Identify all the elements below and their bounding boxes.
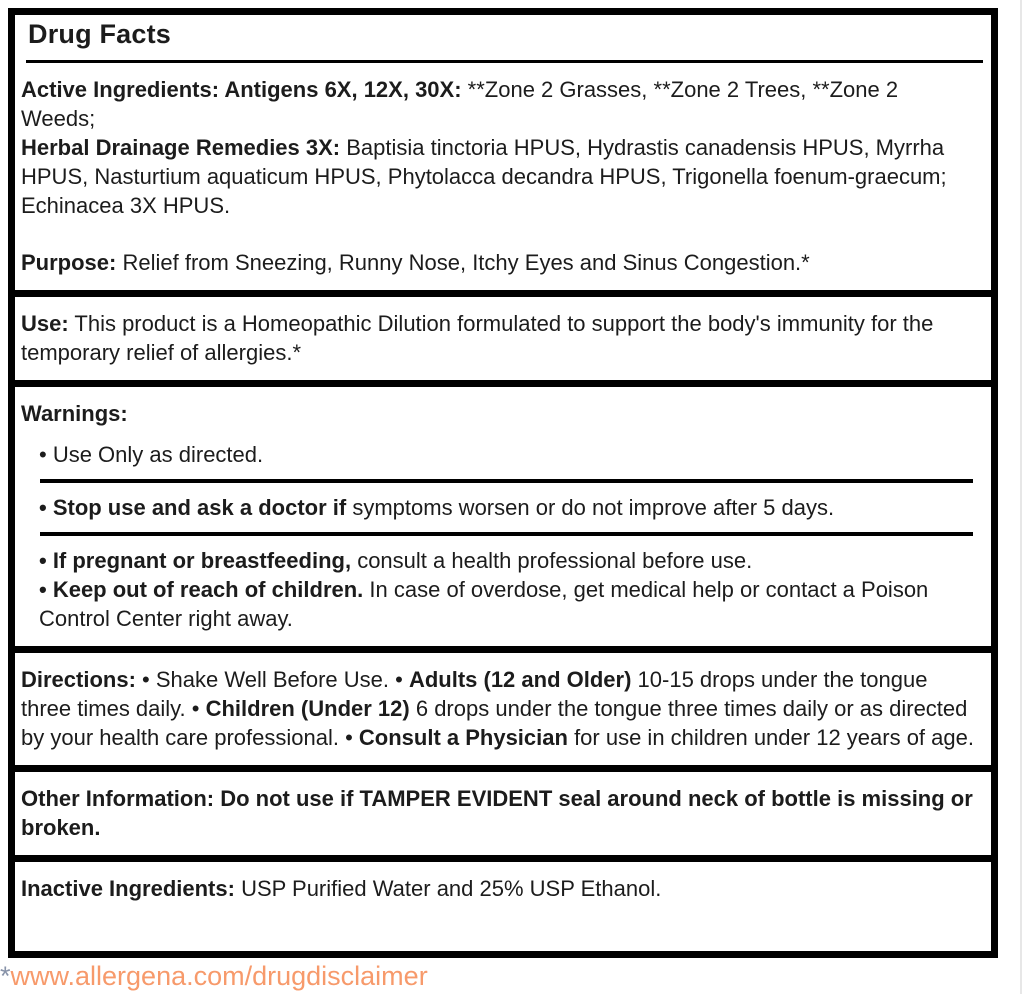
section-divider xyxy=(15,765,991,772)
pregnant-value: consult a health professional before use. xyxy=(351,548,753,573)
warning-item-keep-out-of-reach xyxy=(21,575,977,633)
warning-item-stop-use xyxy=(21,493,977,522)
keep-out-label: • Keep out of reach of children. xyxy=(39,577,364,602)
active-ingredients-value: **Zone 2 Grasses, **Zone 2 Trees, **Zone 2 Weeds; xyxy=(21,77,899,131)
directions-children-label: Children (Under 12) xyxy=(205,696,410,721)
section-use xyxy=(15,297,991,380)
directions-adults-label: Adults (12 and Older) xyxy=(408,667,632,692)
use-value: This product is a Homeopathic Dilution formulated to support the body's immunity for the temporary relief of allergies.* xyxy=(21,311,934,365)
directions-shake: • Shake Well Before Use. • xyxy=(135,667,409,692)
section-other-information xyxy=(15,772,991,855)
pregnant-label: • If pregnant or breastfeeding, xyxy=(39,548,352,573)
directions-paragraph xyxy=(21,665,977,752)
warnings-label: Warnings: xyxy=(21,401,128,426)
inactive-ingredients-label: Inactive Ingredients: xyxy=(21,876,235,901)
purpose-paragraph xyxy=(21,248,977,277)
section-divider xyxy=(15,646,991,653)
warning-item-pregnant xyxy=(21,546,977,575)
herbal-remedies-paragraph xyxy=(21,133,977,220)
warnings-divider xyxy=(40,479,973,483)
section-active-ingredients xyxy=(15,63,991,290)
page-right-edge xyxy=(1020,0,1022,994)
active-ingredients-paragraph xyxy=(21,75,977,133)
drug-facts-panel xyxy=(8,8,998,958)
drug-disclaimer-line xyxy=(0,960,428,992)
directions-children-value: 6 drops under the tongue three times daily or as directed by your health care professional. • xyxy=(21,696,968,750)
herbal-remedies-value: Baptisia tinctoria HPUS, Hydrastis canadensis HPUS, Myrrha HPUS, Nasturtium aquaticum HPUS, Phytolacca decandra HPUS, Trigonella foenum-graecum; Echinacea 3X HPUS. xyxy=(21,135,947,218)
disclaimer-url: www.allergena.com/drugdisclaimer xyxy=(10,961,428,991)
use-paragraph xyxy=(21,309,977,367)
keep-out-value: In case of overdose, get medical help or contact a Poison Control Center right away. xyxy=(39,577,929,631)
disclaimer-asterisk: * xyxy=(0,961,11,991)
purpose-value: Relief from Sneezing, Runny Nose, Itchy Eyes and Sinus Congestion.* xyxy=(116,250,810,275)
directions-adults-value: 10-15 drops under the tongue three times daily. • xyxy=(21,667,928,721)
inactive-ingredients-paragraph xyxy=(21,874,977,903)
directions-label: Directions: xyxy=(21,667,136,692)
section-divider xyxy=(15,290,991,297)
purpose-label: Purpose: xyxy=(21,250,117,275)
herbal-remedies-label: Herbal Drainage Remedies 3X: xyxy=(21,135,341,160)
use-label: Use: xyxy=(21,311,69,336)
panel-title: Drug Facts xyxy=(28,19,172,49)
section-warnings xyxy=(15,387,991,646)
stop-use-value: symptoms worsen or do not improve after 5 days. xyxy=(346,495,835,520)
inactive-ingredients-value: USP Purified Water and 25% USP Ethanol. xyxy=(234,876,662,901)
section-directions xyxy=(15,653,991,765)
active-ingredients-label: Active Ingredients: Antigens 6X, 12X, 30X: xyxy=(21,77,462,102)
directions-consult-value: for use in children under 12 years of age. xyxy=(567,725,974,750)
other-information-paragraph: Other Information: Do not use if TAMPER EVIDENT seal around neck of bottle is missing or broken. xyxy=(21,786,973,840)
section-divider xyxy=(15,380,991,387)
stop-use-label: • Stop use and ask a doctor if xyxy=(39,495,347,520)
section-inactive-ingredients xyxy=(15,862,991,916)
warnings-divider xyxy=(40,532,973,536)
directions-consult-label: Consult a Physician xyxy=(358,725,568,750)
warning-item-use-only: • Use Only as directed. xyxy=(39,442,264,467)
section-divider xyxy=(15,855,991,862)
